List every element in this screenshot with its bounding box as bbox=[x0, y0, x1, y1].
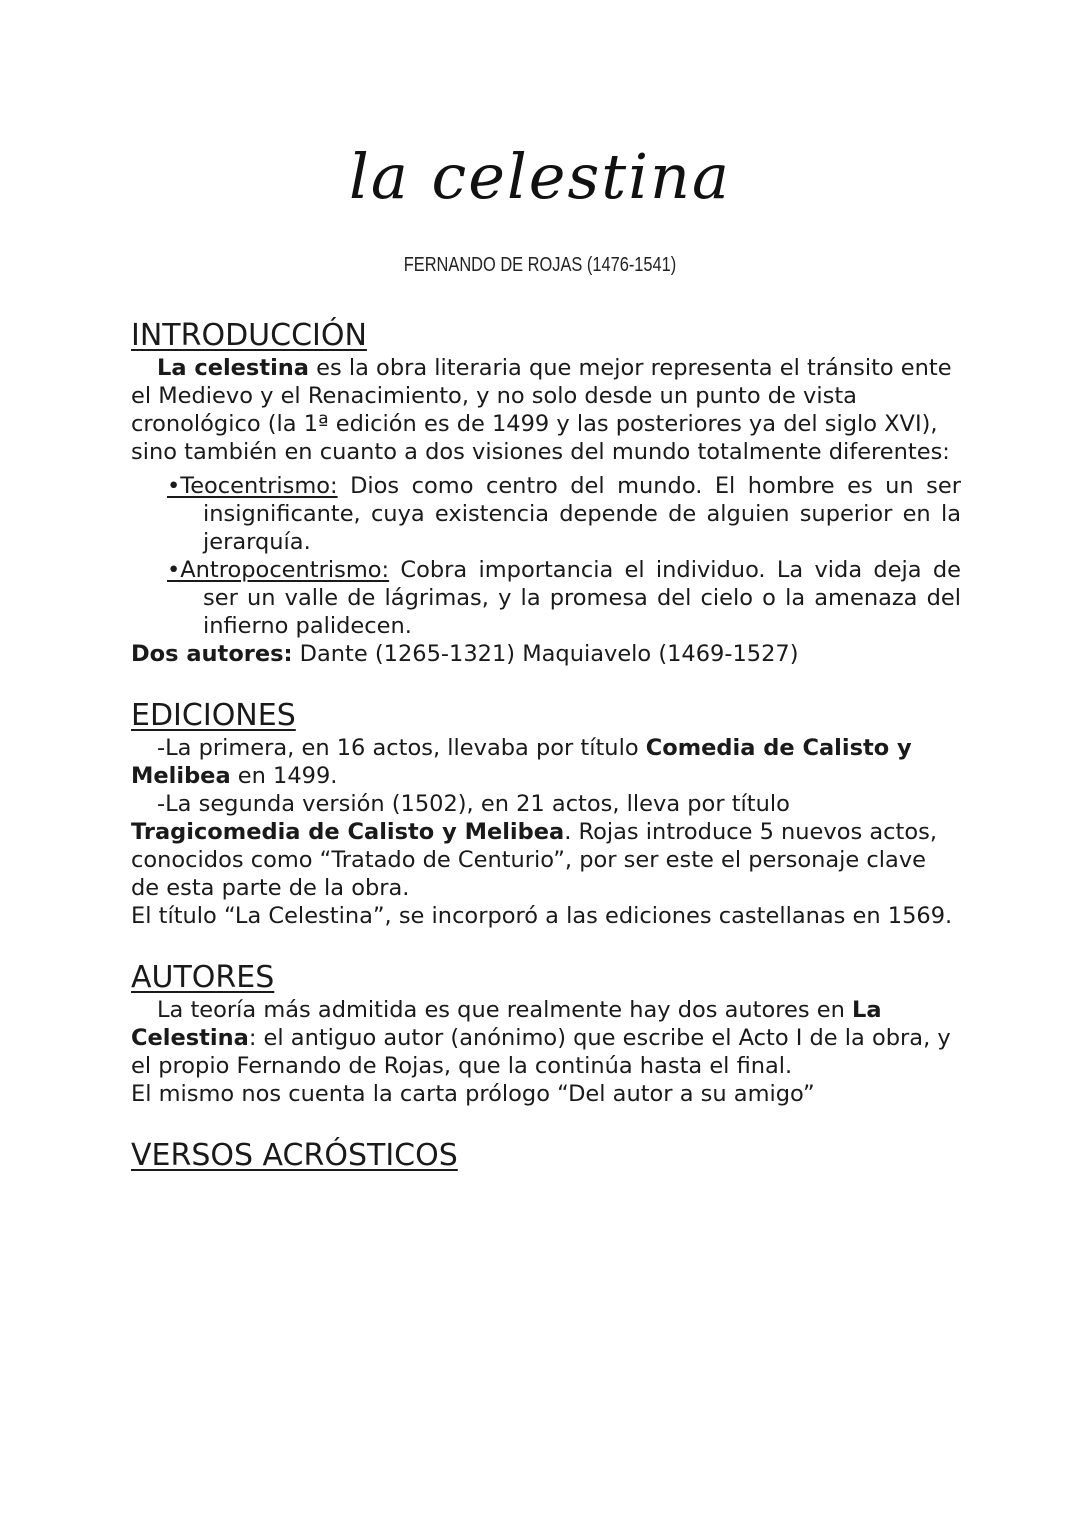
section-heading-versos-acrosticos: VERSOS ACRÓSTICOS bbox=[131, 1138, 458, 1173]
term-teocentrismo: •Teocentrismo: bbox=[167, 473, 338, 499]
document-body bbox=[131, 318, 961, 1174]
authors-text: Dante (1265-1321) Maquiavelo (1469-1527) bbox=[292, 641, 799, 667]
ediciones-p2-suffix: . Rojas introduce 5 nuevos actos, conocidos como “Tratado de Centurio”, por ser este el personaje clave de esta parte de la obra. bbox=[131, 819, 937, 901]
ediciones-p1-suffix: en 1499. bbox=[230, 763, 338, 789]
ediciones-paragraph-2 bbox=[131, 790, 961, 902]
autores-p1-suffix: : el antiguo autor (anónimo) que escribe el Acto I de la obra, y el propio Fernando de Rojas, que la continúa hasta el final. bbox=[131, 1025, 951, 1079]
worldview-list bbox=[167, 472, 961, 640]
authors-line bbox=[131, 640, 961, 668]
ediciones-p2-prefix: -La segunda versión (1502), en 21 actos, lleva por título bbox=[157, 791, 790, 817]
page-title: la celestina bbox=[349, 140, 731, 213]
autores-paragraph-2: El mismo nos cuenta la carta prólogo “Del autor a su amigo” bbox=[131, 1081, 815, 1107]
autores-p1-bold: La Celestina bbox=[131, 997, 882, 1051]
authors-label: Dos autores: bbox=[131, 641, 293, 667]
list-item-antropocentrismo bbox=[167, 556, 961, 640]
definition-teocentrismo: Dios como centro del mundo. El hombre es un ser insignificante, cuya existencia depende de alguien superior en la jerarquía. bbox=[203, 473, 961, 555]
page-subtitle: FERNANDO DE ROJAS (1476-1541) bbox=[403, 254, 677, 276]
ediciones-paragraph-1 bbox=[131, 734, 961, 790]
autores-paragraph-1 bbox=[131, 996, 961, 1080]
ediciones-p1-prefix: -La primera, en 16 actos, llevaba por título bbox=[157, 735, 646, 761]
autores-p1-prefix: La teoría más admitida es que realmente hay dos autores en bbox=[157, 997, 852, 1023]
section-heading-autores: AUTORES bbox=[131, 960, 275, 995]
section-heading-ediciones: EDICIONES bbox=[131, 698, 296, 733]
ediciones-paragraph-3: El título “La Celestina”, se incorporó a las ediciones castellanas en 1569. bbox=[131, 903, 953, 929]
list-item-teocentrismo bbox=[167, 472, 961, 556]
definition-antropocentrismo: Cobra importancia el individuo. La vida deja de ser un valle de lágrimas, y la promesa del cielo o la amenaza del infierno palidecen. bbox=[203, 557, 961, 639]
intro-paragraph bbox=[131, 354, 961, 466]
intro-text: es la obra literaria que mejor representa el tránsito ente el Medievo y el Renacimiento, y no solo desde un punto de vista cronológico (la 1ª edición es de 1499 y las posteriores ya del siglo XVI), sino también en cuanto a dos visiones del mundo totalmente diferentes: bbox=[131, 355, 952, 465]
ediciones-p1-bold: Comedia de Calisto y Melibea bbox=[131, 735, 912, 789]
ediciones-p2-bold: Tragicomedia de Calisto y Melibea bbox=[131, 819, 565, 845]
intro-bold-title: La celestina bbox=[157, 355, 309, 381]
section-heading-introduccion: INTRODUCCIÓN bbox=[131, 318, 367, 353]
term-antropocentrismo: •Antropocentrismo: bbox=[167, 557, 390, 583]
